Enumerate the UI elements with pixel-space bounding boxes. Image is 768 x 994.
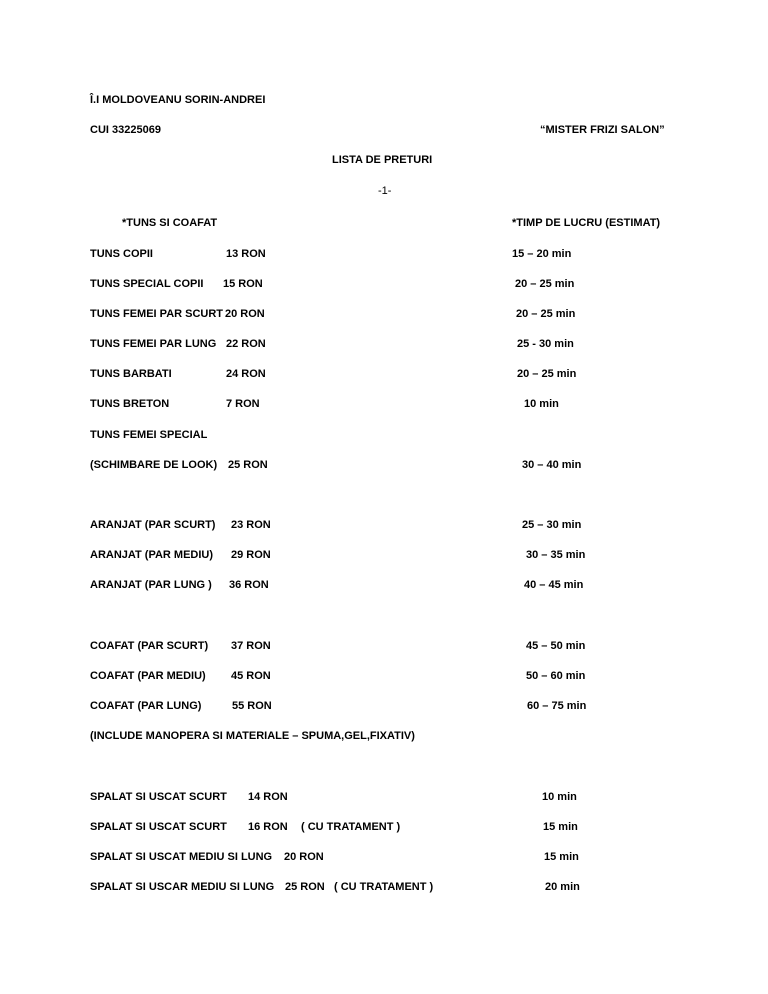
materials-note: (INCLUDE MANOPERA SI MATERIALE – SPUMA,GEL,FIXATIV) — [90, 730, 415, 742]
service-price: 16 RON — [248, 821, 288, 833]
service-name: ARANJAT (PAR LUNG ) — [90, 579, 212, 591]
service-time: 15 – 20 min — [512, 248, 572, 260]
service-price: 15 RON — [223, 278, 263, 290]
service-price: 55 RON — [232, 700, 272, 712]
service-time: 20 – 25 min — [517, 368, 577, 380]
service-price: 24 RON — [226, 368, 266, 380]
treatment-note: ( CU TRATAMENT ) — [301, 821, 401, 833]
service-name: SPALAT SI USCAT MEDIU SI LUNG — [90, 851, 273, 863]
salon-name: “MISTER FRIZI SALON” — [540, 124, 665, 136]
service-price: 23 RON — [231, 519, 271, 531]
service-name: COAFAT (PAR MEDIU) — [90, 670, 206, 682]
page-number: -1- — [378, 185, 392, 197]
service-price: 20 RON — [284, 851, 324, 863]
service-price: 13 RON — [226, 248, 266, 260]
service-time: 60 – 75 min — [527, 700, 587, 712]
company-name: Î.I MOLDOVEANU SORIN-ANDREI — [90, 94, 266, 106]
service-price: 25 RON — [285, 881, 325, 893]
service-time: 20 – 25 min — [516, 308, 576, 320]
service-name: ARANJAT (PAR MEDIU) — [90, 549, 214, 561]
service-name: TUNS SPECIAL COPII — [90, 278, 204, 290]
service-time: 25 - 30 min — [517, 338, 574, 350]
service-column-header: *TUNS SI COAFAT — [122, 217, 218, 229]
service-time: 15 min — [543, 821, 578, 833]
service-price: 14 RON — [248, 791, 288, 803]
cui-number: CUI 33225069 — [90, 124, 161, 136]
service-time: 45 – 50 min — [526, 640, 586, 652]
service-price: 25 RON — [228, 459, 268, 471]
service-time: 40 – 45 min — [524, 579, 584, 591]
service-time: 20 min — [545, 881, 580, 893]
service-time: 10 min — [524, 398, 559, 410]
page-title: LISTA DE PRETURI — [332, 154, 433, 166]
service-price: 29 RON — [231, 549, 271, 561]
service-time: 30 – 35 min — [526, 549, 586, 561]
service-price: 7 RON — [226, 398, 260, 410]
service-name: TUNS FEMEI PAR SCURT — [90, 308, 224, 320]
service-price: 20 RON — [225, 308, 265, 320]
service-price: 22 RON — [226, 338, 266, 350]
service-name: TUNS FEMEI PAR LUNG — [90, 338, 217, 350]
service-name: TUNS BRETON — [90, 398, 170, 410]
service-name: COAFAT (PAR SCURT) — [90, 640, 209, 652]
treatment-note: ( CU TRATAMENT ) — [334, 881, 434, 893]
service-name: COAFAT (PAR LUNG) — [90, 700, 202, 712]
service-price: 45 RON — [231, 670, 271, 682]
service-time: 20 – 25 min — [515, 278, 575, 290]
service-price: 36 RON — [229, 579, 269, 591]
service-price: 37 RON — [231, 640, 271, 652]
service-name: ARANJAT (PAR SCURT) — [90, 519, 216, 531]
service-name: TUNS FEMEI SPECIAL — [90, 429, 208, 441]
service-name: TUNS BARBATI — [90, 368, 172, 380]
service-time: 25 – 30 min — [522, 519, 582, 531]
service-time: 30 – 40 min — [522, 459, 582, 471]
time-column-header: *TIMP DE LUCRU (ESTIMAT) — [512, 217, 661, 229]
service-time: 50 – 60 min — [526, 670, 586, 682]
service-name: (SCHIMBARE DE LOOK) — [90, 459, 218, 471]
service-time: 10 min — [542, 791, 577, 803]
service-name: SPALAT SI USCAT SCURT — [90, 791, 227, 803]
service-name: TUNS COPII — [90, 248, 153, 260]
service-name: SPALAT SI USCAR MEDIU SI LUNG — [90, 881, 275, 893]
service-name: SPALAT SI USCAT SCURT — [90, 821, 227, 833]
service-time: 15 min — [544, 851, 579, 863]
